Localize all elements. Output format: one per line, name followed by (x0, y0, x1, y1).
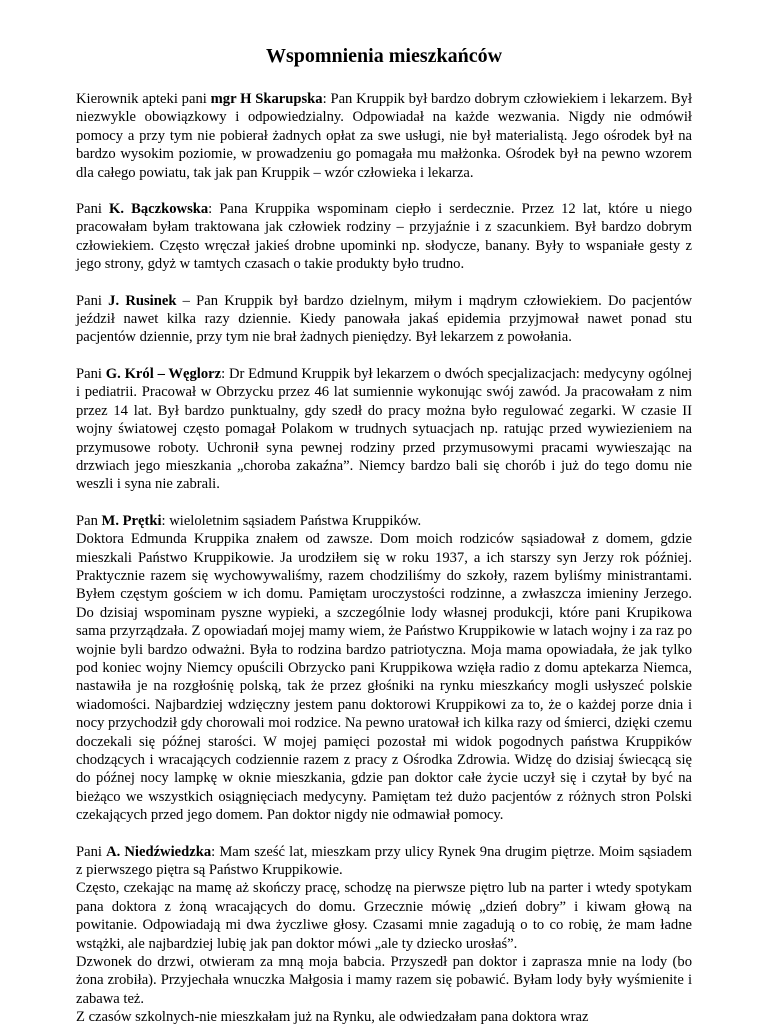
entry-author: J. Rusinek (108, 292, 177, 309)
entry-text: : Pan Kruppik był bardzo dobrym człowiekiem i lekarzem. Był niezwykle obowiązkowy i odpowiedzialny. Odpowiadał na każde wezwania. Nigdy nie odmówił pomocy a przy tym nie pobierał żadnych opłat za swe usługi, nie był materialistą. Jego ośrodek był na bardzo wysokim poziomie, w prowadzeniu go pomagała mu małżonka. Ośrodek był na pewno wzorem dla całego powiatu, tak jak pan Kruppik – wzór człowieka i lekarza. (76, 91, 692, 181)
entry-text: : Pana Kruppika wspominam ciepło i serdecznie. Przez 12 lat, które u niego pracowałam byłam traktowana jak człowiek rodziny – przyjaźnie i z szacunkiem. Był bardzo dobrym człowiekiem. Często wręczał jakieś drobne upominki np. słodycze, banany. Były to wspaniałe gesty z jego strony, gdyż w tamtych czasach o takie produkty było trudno. (76, 201, 693, 273)
entry-prefix: Pani (76, 843, 107, 860)
entry-author: M. Prętki (101, 512, 162, 529)
entry-rusinek (76, 292, 692, 347)
entry-prefix: Pani (76, 201, 110, 218)
entry-pretki-body: Doktora Edmunda Kruppika znałem od zawsze. Dom moich rodziców sąsiadował z domem, gdzie mieszkali Państwo Kruppikowie. Ja urodziłem się w roku 1937, a ich starszy syn Jerzy rok później. Praktycznie razem się wychowywaliśmy, razem chodziliśmy do szkoły, razem byliśmy ministrantami. Byłem częstym gościem w ich domu. Pamiętam uroczystości rodzinne, a zwłaszcza imieniny Jerzego. Do dzisiaj wspominam pyszne wypieki, a szczególnie lody własnej produkcji, które pani Krupikowa sama przyrządzała. Z opowiadań mojej mamy wiem, że Państwo Kruppikowie w latach wojny i za raz po wojnie byli bardzo odważni. Była to rodzina bardzo patriotyczna. Moja mama opowiadała, że jak tylko pod koniec wojny Niemcy opuścili Obrzycko pani Kruppikowa wzięła radio z domu aptekarza Niemca, nastawiła je na rozgłośnię polską, tak że przez głośniki na rynku mieszkańcy mogli usłyszeć polskie wiadomości. Najbardziej wdzięczny jestem panu doktorowi Kruppikowi za to, że o każdej porze dnia i nocy przychodził gdy chorowali moi rodzice. Na pewno uratował ich kilka razy od śmierci, dzięki czemu doczekali się późnej starości. W mojej pamięci pozostał mi widok pogodnych państwa Kruppików chodzących i wracających codziennie razem z pracy z Ośrodka Zdrowia. Widzę do dzisiaj świecącą się do późnej nocy lampkę w oknie mieszkania, gdzie pan doktor całe życie uczył się i czytał by być na bieżąco we wszystkich osiągnięciach medycyny. Pamiętam też dużo pacjentów z różnych stron Polski czekających przed jego domem. Pan doktor nigdy nie odmawiał pomocy. (76, 531, 692, 824)
entry-prefix: Kierownik apteki pani (76, 91, 211, 107)
entry-baczkowska (76, 200, 692, 274)
entry-prefix: Pan (76, 512, 102, 529)
entry-niedzwiedzka-body2: Dzwonek do drzwi, otwieram za mną moja babcia. Przyszedł pan doktor i zaprasza mnie na lody (bo żona zrobiła). Przyjechała wnuczka Małgosia i mamy razem się pobawić. Byłam lody były wyśmienite i zabawa też. (76, 954, 692, 1007)
entry-skarupska (76, 90, 692, 182)
entry-niedzwiedzka-body3: Z czasów szkolnych-nie mieszkałam już na Rynku, ale odwiedzałam pana doktora wraz (76, 1009, 589, 1026)
entry-text: : Mam sześć lat, mieszkam przy ulicy Rynek 9na drugim piętrze. Moim sąsiadem z pierwszego piętra są Państwo Kruppikowie. (76, 843, 693, 879)
entry-prefix: Pani (76, 292, 109, 309)
entry-pretki-intro (76, 512, 692, 530)
entry-text: : Dr Edmund Kruppik był lekarzem o dwóch specjalizacjach: medycyny ogólnej i pediatrii. Pracował w Obrzycku przez 46 lat sumiennie wykonując swój zawód. Ja pracowałam z nim przez 14 lat. Był bardzo punktualny, gdy szedł do pracy można było regulować zegarki. W czasie II wojny światowej często pomagał Polakom w trudnych sytuacjach np. ratując przed wywiezieniem na przymusowe roboty. Uchronił syna pewnej rodziny przed przymusowymi pracami wywieszając na drzwiach jego mieszkania „choroba zakaźna”. Niemcy bardzo bali się chorób i już do tego domu nie weszli i syna nie zabrali. (76, 365, 692, 493)
entry-prefix: Pani (76, 365, 106, 382)
entry-author: K. Bączkowska (109, 201, 209, 218)
entry-niedzwiedzka-intro (76, 843, 692, 880)
entry-niedzwiedzka-body: Często, czekając na mamę aż skończy pracę, schodzę na pierwsze piętro lub na parter i wtedy spotykam pana doktora z żoną wracających do domu. Grzecznie mówię „dzień dobry” i kiwam głową na powitanie. Odpowiadają mi dwa życzliwe głosy. Czasami mnie zagadują o to co robię, że mam ładne wstążki, ale najbardziej lubię jak pan doktor mówi „ale ty dziecko urosłaś”. (76, 880, 692, 952)
entry-author: mgr H Skarupska (210, 91, 323, 107)
entry-text: – Pan Kruppik był bardzo dzielnym, miłym i mądrym człowiekiem. Do pacjentów jeździł nawet kilka razy dziennie. Kiedy panowała jakaś epidemia przyjmował nawet ponad stu pacjentów dziennie, przy tym nie brał żadnych pieniędzy. Był lekarzem z powołania. (76, 292, 692, 346)
entry-text: : wieloletnim sąsiadem Państwa Kruppików. (161, 512, 422, 529)
entry-krol-weglorz (76, 365, 692, 494)
entry-author: G. Król – Węglorz (105, 365, 222, 382)
page-title: Wspomnienia mieszkańców (265, 45, 503, 67)
entry-author: A. Niedźwiedzka (106, 843, 212, 860)
